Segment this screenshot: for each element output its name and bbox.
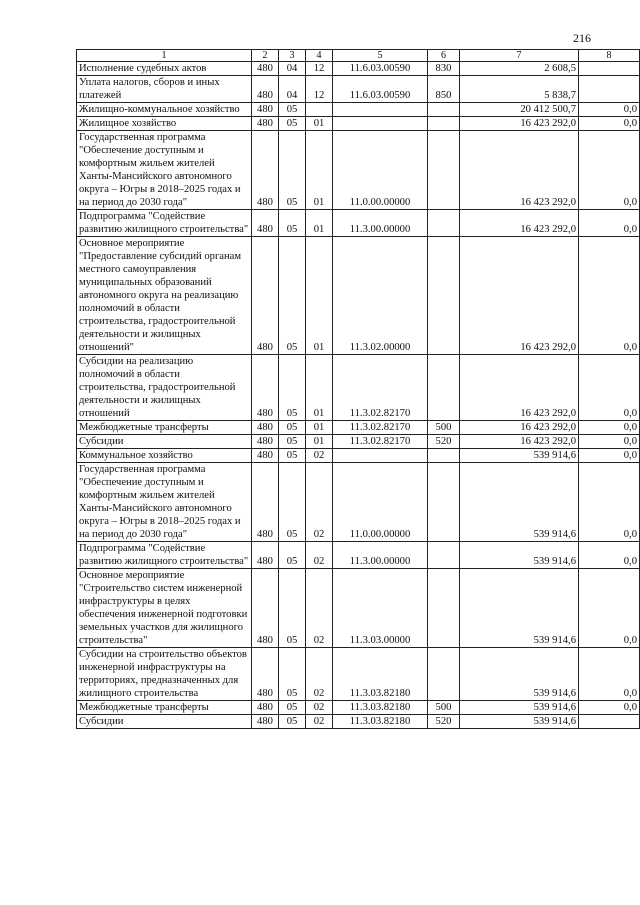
section-cell: 05 [279,421,306,435]
row-name-cell: Основное мероприятие "Строительство систем инженерной инфраструктуры в целях обеспечения инженерной подготовки земельных участков для жилищного строительства" [77,569,252,648]
target-article-cell: 11.6.03.00590 [333,62,428,76]
admin-code-cell: 480 [252,355,279,421]
header-cell: 7 [460,50,579,62]
table-row [77,103,640,117]
section-cell: 05 [279,117,306,131]
subsection-cell: 02 [306,701,333,715]
row-name-cell: Коммунальное хозяйство [77,449,252,463]
table-row [77,435,640,449]
table-row [77,449,640,463]
expense-type-cell: 520 [428,435,460,449]
header-cell: 6 [428,50,460,62]
target-article-cell: 11.3.03.82180 [333,715,428,729]
table-row [77,76,640,103]
amount-cell: 16 423 292,0 [460,210,579,237]
admin-code-cell: 480 [252,569,279,648]
header-cell: 2 [252,50,279,62]
section-cell: 05 [279,449,306,463]
expense-type-cell: 500 [428,421,460,435]
table-row [77,355,640,421]
table-row [77,648,640,701]
header-cell: 5 [333,50,428,62]
target-article-cell: 11.3.03.82180 [333,648,428,701]
section-cell: 05 [279,435,306,449]
expense-type-cell [428,103,460,117]
expense-type-cell [428,117,460,131]
target-article-cell: 11.3.00.00000 [333,542,428,569]
amount-cell: 539 914,6 [460,648,579,701]
row-name-cell: Подпрограмма "Содействие развитию жилищного строительства" [77,542,252,569]
table-row [77,569,640,648]
row-name-cell: Уплата налогов, сборов и иных платежей [77,76,252,103]
column-8-cell: 0,0 [579,103,640,117]
target-article-cell: 11.3.02.82170 [333,421,428,435]
expense-type-cell: 520 [428,715,460,729]
amount-cell: 539 914,6 [460,542,579,569]
admin-code-cell: 480 [252,648,279,701]
amount-cell: 16 423 292,0 [460,355,579,421]
table-row [77,542,640,569]
subsection-cell: 01 [306,435,333,449]
expense-type-cell [428,463,460,542]
budget-table [76,49,640,729]
target-article-cell: 11.0.00.00000 [333,463,428,542]
column-8-cell: 0,0 [579,701,640,715]
column-8-cell: 0,0 [579,569,640,648]
row-name-cell: Субсидии [77,715,252,729]
admin-code-cell: 480 [252,237,279,355]
target-article-cell: 11.6.03.00590 [333,76,428,103]
section-cell: 05 [279,648,306,701]
row-name-cell: Государственная программа "Обеспечение доступным и комфортным жильем жителей Ханты-Мансийского автономного округа – Югры в 2018–2025 годах и на период до 2030 года" [77,131,252,210]
admin-code-cell: 480 [252,210,279,237]
row-name-cell: Субсидии [77,435,252,449]
expense-type-cell: 500 [428,701,460,715]
subsection-cell [306,103,333,117]
amount-cell: 16 423 292,0 [460,131,579,210]
section-cell: 05 [279,355,306,421]
subsection-cell: 02 [306,449,333,463]
admin-code-cell: 480 [252,76,279,103]
page-number: 216 [573,31,591,45]
admin-code-cell: 480 [252,715,279,729]
header-cell: 8 [579,50,640,62]
header-cell: 1 [77,50,252,62]
expense-type-cell [428,542,460,569]
column-8-cell [579,62,640,76]
section-cell: 04 [279,76,306,103]
column-8-cell: 0,0 [579,435,640,449]
subsection-cell: 01 [306,131,333,210]
admin-code-cell: 480 [252,542,279,569]
admin-code-cell: 480 [252,449,279,463]
subsection-cell: 01 [306,355,333,421]
section-cell: 05 [279,131,306,210]
admin-code-cell: 480 [252,421,279,435]
subsection-cell: 02 [306,715,333,729]
subsection-cell: 01 [306,237,333,355]
section-cell: 05 [279,701,306,715]
column-8-cell: 0,0 [579,542,640,569]
header-cell: 4 [306,50,333,62]
row-name-cell: Жилищное хозяйство [77,117,252,131]
admin-code-cell: 480 [252,117,279,131]
row-name-cell: Субсидии на строительство объектов инженерной инфраструктуры на территориях, предназначенных для жилищного строительства [77,648,252,701]
admin-code-cell: 480 [252,435,279,449]
amount-cell: 539 914,6 [460,569,579,648]
column-8-cell [579,76,640,103]
expense-type-cell [428,210,460,237]
table-row [77,237,640,355]
section-cell: 05 [279,463,306,542]
subsection-cell: 12 [306,76,333,103]
row-name-cell: Субсидии на реализацию полномочий в области строительства, градостроительной деятельности и жилищных отношений [77,355,252,421]
target-article-cell: 11.3.02.00000 [333,237,428,355]
amount-cell: 539 914,6 [460,463,579,542]
column-8-cell: 0,0 [579,355,640,421]
column-8-cell: 0,0 [579,449,640,463]
section-cell: 05 [279,210,306,237]
table-row [77,117,640,131]
table-row [77,463,640,542]
expense-type-cell [428,237,460,355]
column-8-cell: 0,0 [579,131,640,210]
admin-code-cell: 480 [252,62,279,76]
column-8-cell: 0,0 [579,117,640,131]
header-cell: 3 [279,50,306,62]
subsection-cell: 02 [306,542,333,569]
target-article-cell: 11.0.00.00000 [333,131,428,210]
admin-code-cell: 480 [252,463,279,542]
amount-cell: 5 838,7 [460,76,579,103]
target-article-cell: 11.3.02.82170 [333,435,428,449]
subsection-cell: 02 [306,569,333,648]
expense-type-cell [428,449,460,463]
table-row [77,421,640,435]
column-8-cell: 0,0 [579,463,640,542]
column-8-cell: 0,0 [579,648,640,701]
column-8-cell [579,715,640,729]
amount-cell: 16 423 292,0 [460,435,579,449]
amount-cell: 539 914,6 [460,701,579,715]
amount-cell: 539 914,6 [460,715,579,729]
expense-type-cell: 830 [428,62,460,76]
row-name-cell: Подпрограмма "Содействие развитию жилищного строительства" [77,210,252,237]
subsection-cell: 02 [306,463,333,542]
section-cell: 05 [279,715,306,729]
subsection-cell: 02 [306,648,333,701]
expense-type-cell [428,355,460,421]
column-8-cell: 0,0 [579,210,640,237]
table-header-row [77,50,640,62]
admin-code-cell: 480 [252,131,279,210]
table-row [77,62,640,76]
target-article-cell [333,117,428,131]
expense-type-cell [428,569,460,648]
row-name-cell: Жилищно-коммунальное хозяйство [77,103,252,117]
subsection-cell: 01 [306,421,333,435]
table-row [77,210,640,237]
amount-cell: 2 608,5 [460,62,579,76]
target-article-cell: 11.3.02.82170 [333,355,428,421]
section-cell: 05 [279,569,306,648]
admin-code-cell: 480 [252,103,279,117]
row-name-cell: Основное мероприятие "Предоставление субсидий органам местного самоуправления муниципальных образований автономного округа на реализацию полномочий в области строительства, градостроительной деятельности и жилищных отношений" [77,237,252,355]
target-article-cell: 11.3.00.00000 [333,210,428,237]
subsection-cell: 12 [306,62,333,76]
amount-cell: 539 914,6 [460,449,579,463]
target-article-cell: 11.3.03.82180 [333,701,428,715]
amount-cell: 16 423 292,0 [460,421,579,435]
amount-cell: 20 412 500,7 [460,103,579,117]
table-row [77,701,640,715]
row-name-cell: Межбюджетные трансферты [77,421,252,435]
amount-cell: 16 423 292,0 [460,117,579,131]
row-name-cell: Государственная программа "Обеспечение доступным и комфортным жильем жителей Ханты-Мансийского автономного округа – Югры в 2018–2025 годах и на период до 2030 года" [77,463,252,542]
column-8-cell: 0,0 [579,237,640,355]
expense-type-cell [428,131,460,210]
row-name-cell: Исполнение судебных актов [77,62,252,76]
section-cell: 04 [279,62,306,76]
target-article-cell [333,103,428,117]
admin-code-cell: 480 [252,701,279,715]
column-8-cell: 0,0 [579,421,640,435]
subsection-cell: 01 [306,117,333,131]
expense-type-cell [428,648,460,701]
target-article-cell [333,449,428,463]
section-cell: 05 [279,237,306,355]
table-row [77,715,640,729]
section-cell: 05 [279,103,306,117]
section-cell: 05 [279,542,306,569]
target-article-cell: 11.3.03.00000 [333,569,428,648]
subsection-cell: 01 [306,210,333,237]
table-row [77,131,640,210]
expense-type-cell: 850 [428,76,460,103]
row-name-cell: Межбюджетные трансферты [77,701,252,715]
amount-cell: 16 423 292,0 [460,237,579,355]
